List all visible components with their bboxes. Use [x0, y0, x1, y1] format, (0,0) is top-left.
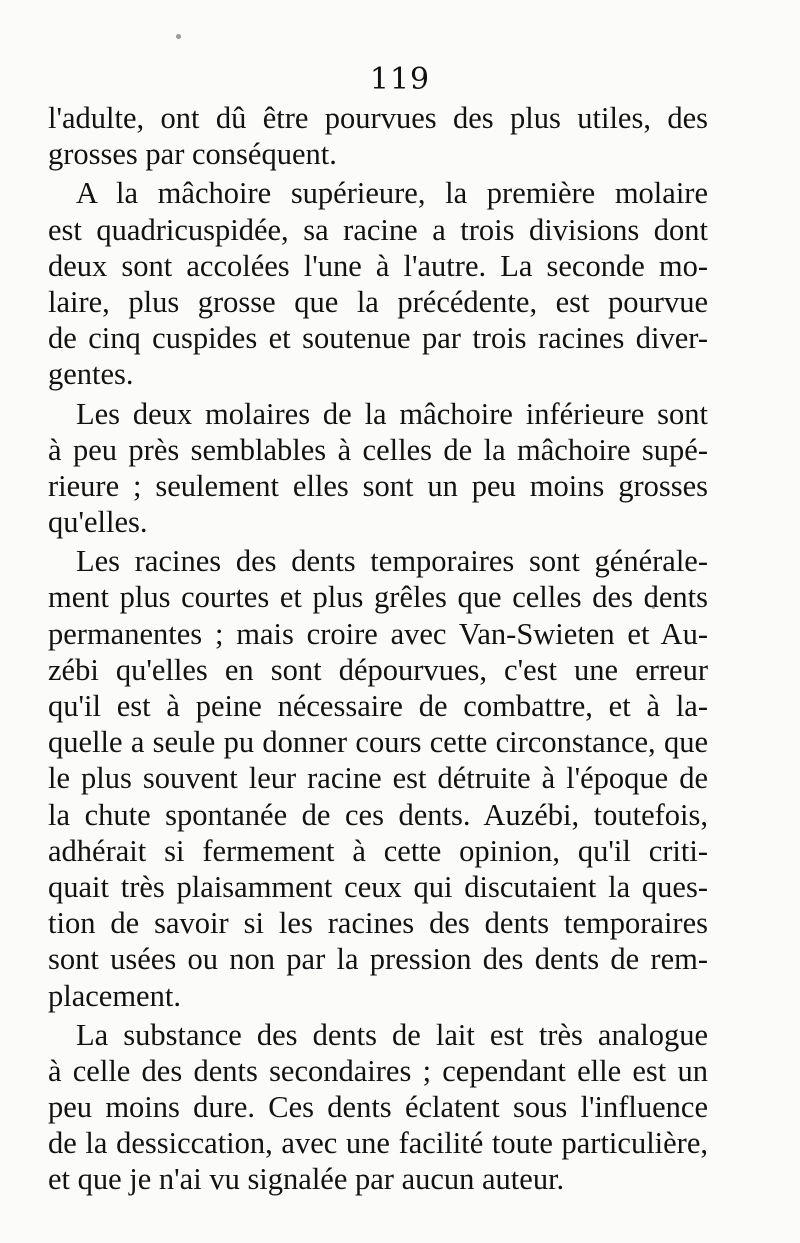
text-line: le plus souvent leur racine est détruite à l'époque de [48, 761, 708, 796]
page-number: 119 [369, 62, 431, 97]
text-line: Les deux molaires de la mâchoire inférieure sont [76, 396, 708, 431]
text-line: quait très plaisamment ceux qui discutaient la ques- [48, 869, 708, 904]
paragraph [48, 100, 708, 172]
text-line: de la dessiccation, avec une facilité toute particulière, [48, 1126, 708, 1161]
text-line: Les racines des dents temporaires sont générale- [76, 544, 708, 579]
text-line: quelle a seule pu donner cours cette circonstance, que [48, 725, 708, 760]
text-line: placement. [48, 978, 181, 1013]
text-line: de cinq cuspides et soutenue par trois racines diver- [48, 321, 708, 356]
paragraph [48, 1017, 708, 1198]
text-line: à celle des dents secondaires ; cependant elle est un [48, 1053, 708, 1088]
text-line: et que je n'ai vu signalée par aucun auteur. [48, 1162, 565, 1197]
text-line: ment plus courtes et plus grêles que celles des dents [48, 580, 708, 615]
ink-speck [176, 34, 181, 39]
text-line: La substance des dents de lait est très analogue [76, 1017, 708, 1052]
paragraph [48, 396, 708, 541]
text-line: la chute spontanée de ces dents. Auzébi, toutefois, [48, 797, 708, 832]
paragraph [48, 175, 708, 392]
text-line: tion de savoir si les racines des dents temporaires [48, 906, 708, 941]
text-line: adhérait si fermement à cette opinion, qu'il criti- [48, 833, 708, 868]
text-line: qu'il est à peine nécessaire de combattre, et à la- [48, 689, 708, 723]
text-line: rieure ; seulement elles sont un peu moins grosses [48, 468, 708, 503]
paragraph [48, 543, 708, 1013]
text-line: peu moins dure. Ces dents éclatent sous l'influence [48, 1090, 708, 1125]
text-line: permanentes ; mais croire avec Van-Swieten et Au- [48, 616, 708, 651]
text-line: laire, plus grosse que la précédente, est pourvue [48, 284, 708, 319]
body-text [48, 100, 708, 1198]
text-line: à peu près semblables à celles de la mâchoire supé- [48, 432, 708, 467]
text-line: sont usées ou non par la pression des dents de rem- [48, 942, 708, 977]
text-line: gentes. [48, 357, 134, 392]
text-line: l'adulte, ont dû être pourvues des plus utiles, des [48, 101, 708, 135]
text-line: qu'elles. [48, 505, 148, 540]
text-line: est quadricuspidée, sa racine a trois divisions dont [48, 212, 708, 247]
text-line: deux sont accolées l'une à l'autre. La seconde mo- [48, 248, 708, 283]
text-line: zébi qu'elles en sont dépourvues, c'est une erreur [48, 652, 708, 687]
text-line: grosses par conséquent. [48, 137, 337, 172]
text-line: A la mâchoire supérieure, la première molaire [76, 176, 708, 211]
